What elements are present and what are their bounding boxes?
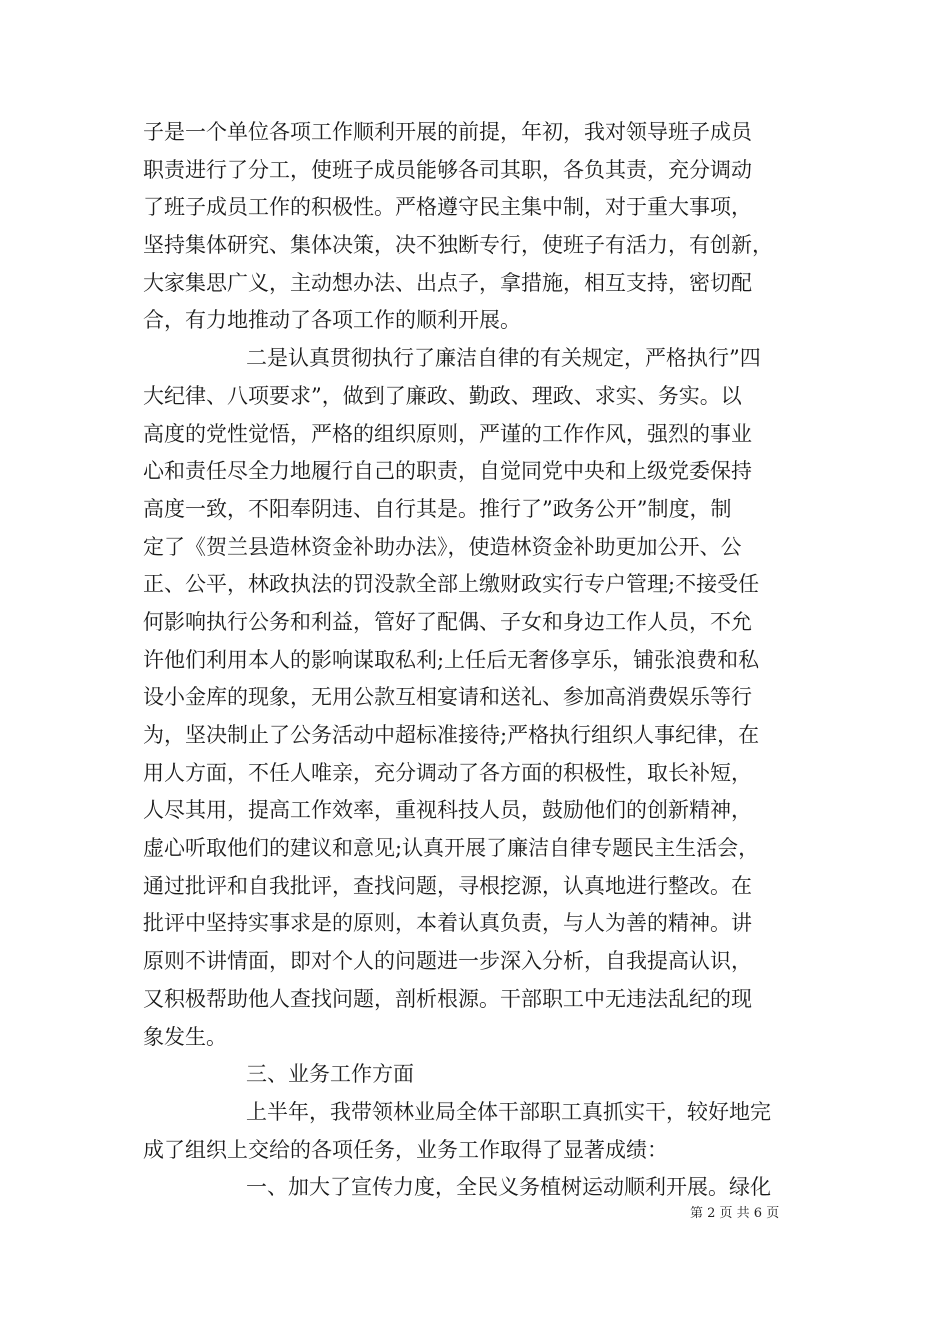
body-text: [143, 114, 813, 1207]
text-line: 坚持集体研究、集体决策，决不独断专行，使班子有活力，有创新，: [143, 233, 773, 258]
text-line: 虚心听取他们的建议和意见;认真开展了廉洁自律专题民主生活会，: [143, 836, 760, 861]
text-line: 大纪律、八项要求”，做到了廉政、勤政、理政、求实、务实。以: [143, 383, 742, 408]
text-line: 又积极帮助他人查找问题，剖析根源。干部职工中无违法乱纪的现: [143, 986, 752, 1011]
text-line: 高度一致，不阳奉阴违、自行其是。推行了”政务公开”制度，制: [143, 496, 732, 521]
text-line: 正、公平，林政执法的罚没款全部上缴财政实行专户管理;不接受任: [143, 572, 760, 597]
text-line: 心和责任尽全力地履行自己的职责，自觉同党中央和上级党委保持: [143, 459, 752, 484]
text-line: 用人方面，不任人唯亲，充分调动了各方面的积极性，取长补短，: [143, 760, 752, 785]
text-line: 成了组织上交给的各项任务，业务工作取得了显著成绩：: [143, 1137, 668, 1162]
text-line: 职责进行了分工，使班子成员能够各司其职，各负其责，充分调动: [143, 157, 752, 182]
text-line: 设小金库的现象，无用公款互相宴请和送礼、参加高消费娱乐等行: [143, 685, 752, 710]
text-line: 子是一个单位各项工作顺利开展的前提，年初，我对领导班子成员: [143, 120, 752, 144]
text-line: 批评中坚持实事求是的原则，本着认真负责，与人为善的精神。讲: [143, 911, 752, 936]
text-line: 上半年，我带领林业局全体干部职工真抓实干，较好地完: [246, 1099, 771, 1124]
text-line: 象发生。: [143, 1024, 227, 1049]
text-line: 通过批评和自我批评，查找问题，寻根挖源，认真地进行整改。在: [143, 873, 752, 898]
text-line: 人尽其用，提高工作效率，重视科技人员，鼓励他们的创新精神，: [143, 798, 752, 823]
text-line: 二是认真贯彻执行了廉洁自律的有关规定，严格执行”四: [246, 346, 761, 371]
text-line: 大家集思广义，主动想办法、出点子，拿措施，相互支持，密切配: [143, 270, 752, 295]
text-line: 一、加大了宣传力度，全民义务植树运动顺利开展。绿化: [246, 1175, 771, 1200]
page-number-footer: 第 2 页 共 6 页: [690, 1206, 780, 1221]
text-line: 高度的党性觉悟，严格的组织原则，严谨的工作作风，强烈的事业: [143, 421, 752, 446]
section-heading: 三、业务工作方面: [246, 1062, 414, 1087]
text-line: 何影响执行公务和利益，管好了配偶、子女和身边工作人员，不允: [143, 609, 752, 634]
text-line: 定了《贺兰县造林资金补助办法》，使造林资金补助更加公开、公: [143, 534, 742, 559]
text-line: 为，坚决制止了公务活动中超标准接待;严格执行组织人事纪律，在: [143, 723, 760, 747]
text-line: 了班子成员工作的积极性。严格遵守民主集中制，对于重大事项，: [143, 195, 752, 220]
text-line: 合，有力地推动了各项工作的顺利开展。: [143, 308, 521, 333]
text-line: 许他们利用本人的影响谋取私利;上任后无奢侈享乐，铺张浪费和私: [143, 647, 760, 672]
text-line: 原则不讲情面，即对个人的问题进一步深入分析，自我提高认识，: [143, 949, 752, 974]
